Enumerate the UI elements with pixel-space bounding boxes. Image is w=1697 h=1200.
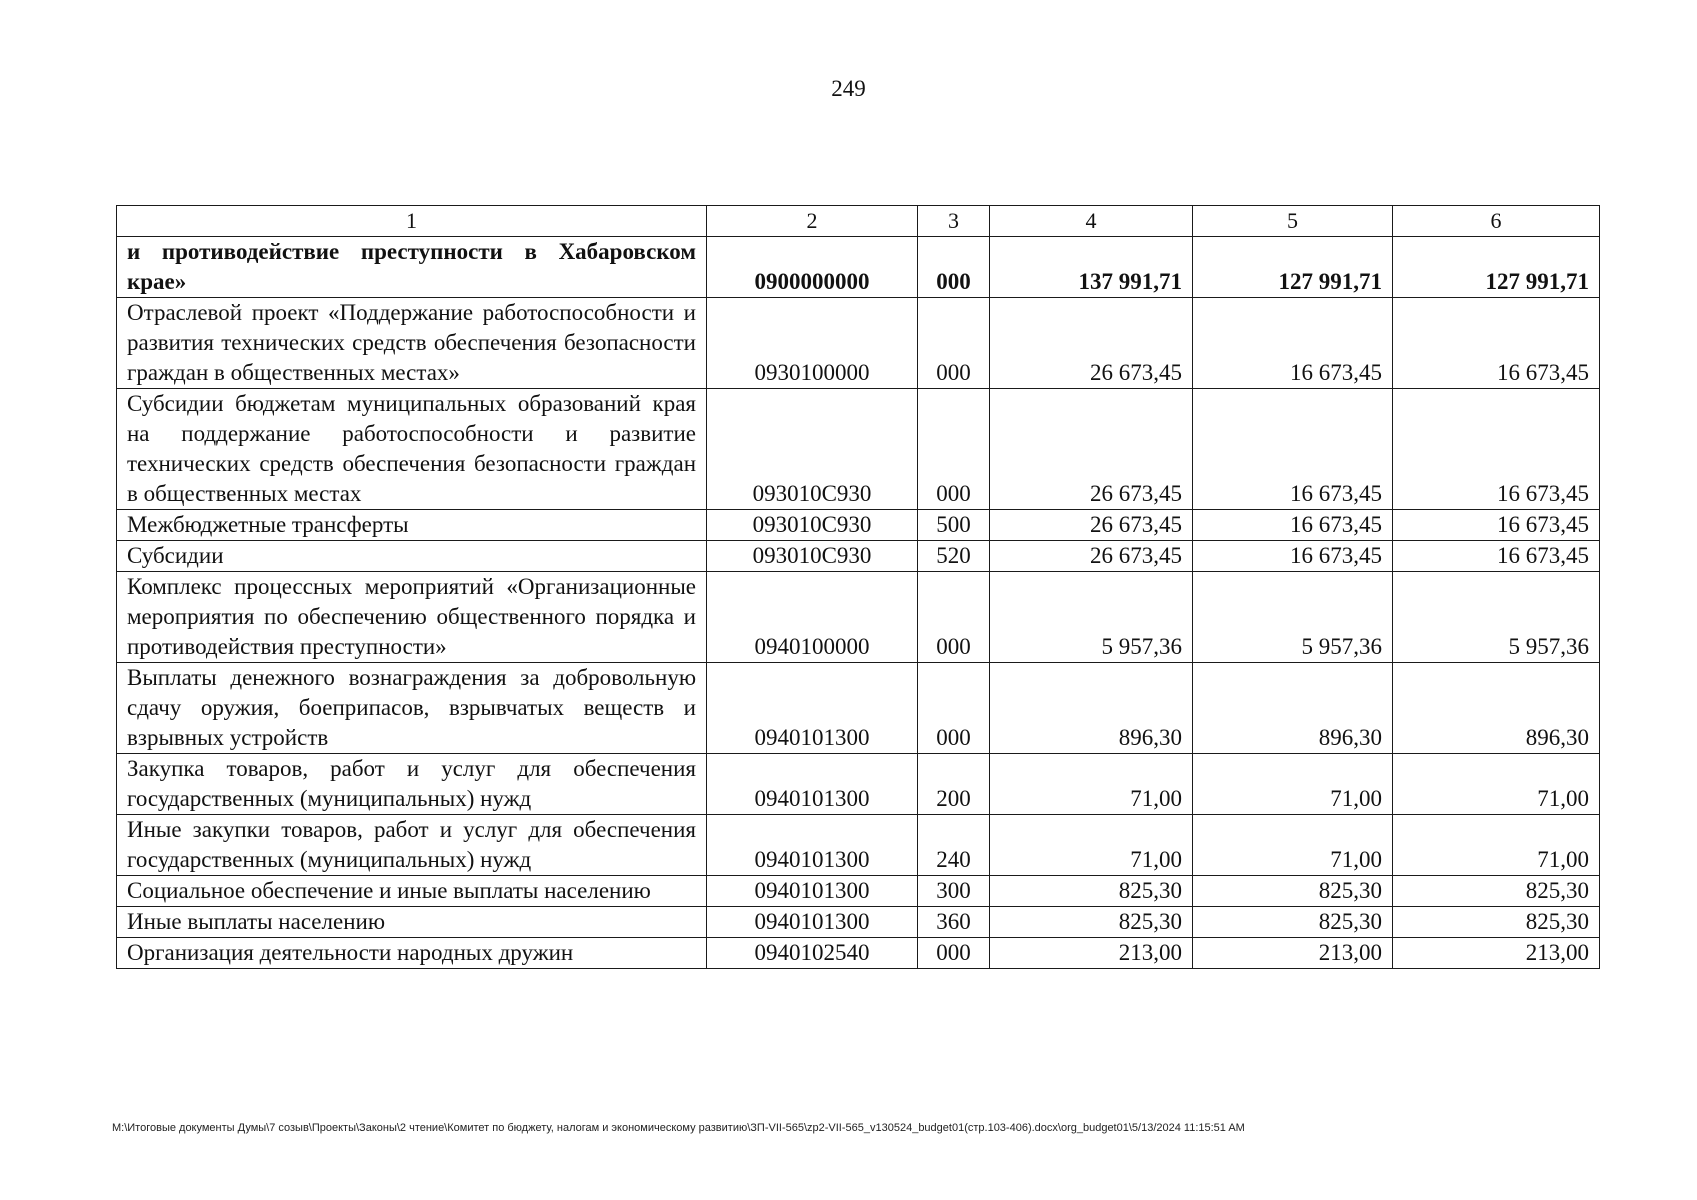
table-row [117,389,1600,510]
row-code: 0940101300 [707,663,918,754]
budget-table [116,205,1600,969]
row-value-5: 16 673,45 [1193,389,1393,510]
row-code: 0940101300 [707,754,918,815]
row-name: и противодействие преступности в Хабаровском крае» [117,237,707,298]
row-kvr: 000 [918,572,990,663]
table-row [117,541,1600,572]
row-value-4: 825,30 [990,876,1193,907]
row-name: Закупка товаров, работ и услуг для обеспечения государственных (муниципальных) нужд [117,754,707,815]
row-code: 0940101300 [707,815,918,876]
row-code: 0900000000 [707,237,918,298]
row-value-4: 71,00 [990,754,1193,815]
row-value-4: 26 673,45 [990,510,1193,541]
row-name: Отраслевой проект «Поддержание работоспособности и развития технических средств обеспечения безопасности граждан в общественных местах» [117,298,707,389]
row-value-4: 26 673,45 [990,541,1193,572]
table-row [117,938,1600,969]
table-row [117,876,1600,907]
row-value-6: 896,30 [1393,663,1600,754]
row-value-5: 127 991,71 [1193,237,1393,298]
table-row [117,907,1600,938]
row-kvr: 300 [918,876,990,907]
row-code: 0940101300 [707,907,918,938]
row-code: 0930100000 [707,298,918,389]
row-name: Выплаты денежного вознаграждения за добровольную сдачу оружия, боеприпасов, взрывчатых веществ и взрывных устройств [117,663,707,754]
row-value-5: 825,30 [1193,876,1393,907]
table-row [117,237,1600,298]
row-kvr: 000 [918,663,990,754]
row-value-5: 16 673,45 [1193,298,1393,389]
row-value-5: 16 673,45 [1193,541,1393,572]
row-value-6: 127 991,71 [1393,237,1600,298]
row-code: 093010С930 [707,389,918,510]
row-kvr: 520 [918,541,990,572]
table-row [117,298,1600,389]
row-kvr: 000 [918,938,990,969]
footer-file-path: M:\Итоговые документы Думы\7 созыв\Проекты\Законы\2 чтение\Комитет по бюджету, налогам и экономическому развитию\ЗП-VII-565\zp2-VII-565_v130524_budget01(стр.103-406).docx\org_budget01\5/13/2024 11:15:51 AM [112,1122,1245,1134]
row-value-4: 26 673,45 [990,389,1193,510]
row-value-5: 71,00 [1193,815,1393,876]
table-row [117,815,1600,876]
row-value-6: 16 673,45 [1393,389,1600,510]
row-name: Организация деятельности народных дружин [117,938,707,969]
row-value-6: 825,30 [1393,876,1600,907]
header-cell: 3 [918,206,990,237]
row-kvr: 240 [918,815,990,876]
row-name: Субсидии [117,541,707,572]
row-code: 093010С930 [707,510,918,541]
row-value-6: 825,30 [1393,907,1600,938]
row-kvr: 000 [918,389,990,510]
row-code: 0940100000 [707,572,918,663]
row-kvr: 200 [918,754,990,815]
row-value-4: 213,00 [990,938,1193,969]
row-name: Субсидии бюджетам муниципальных образований края на поддержание работоспособности и развитие технических средств обеспечения безопасности граждан в общественных местах [117,389,707,510]
row-value-6: 16 673,45 [1393,298,1600,389]
header-cell: 4 [990,206,1193,237]
row-value-5: 16 673,45 [1193,510,1393,541]
row-kvr: 360 [918,907,990,938]
row-value-6: 213,00 [1393,938,1600,969]
row-value-5: 71,00 [1193,754,1393,815]
row-kvr: 000 [918,298,990,389]
table-row [117,572,1600,663]
table-row [117,510,1600,541]
row-value-5: 213,00 [1193,938,1393,969]
row-value-4: 71,00 [990,815,1193,876]
row-value-4: 896,30 [990,663,1193,754]
row-value-4: 26 673,45 [990,298,1193,389]
row-kvr: 000 [918,237,990,298]
row-code: 093010С930 [707,541,918,572]
table-header-row [117,206,1600,237]
row-value-6: 16 673,45 [1393,541,1600,572]
header-cell: 2 [707,206,918,237]
row-name: Межбюджетные трансферты [117,510,707,541]
row-value-6: 16 673,45 [1393,510,1600,541]
page-number: 249 [831,76,866,101]
row-value-6: 71,00 [1393,815,1600,876]
row-value-6: 71,00 [1393,754,1600,815]
header-cell: 6 [1393,206,1600,237]
row-value-6: 5 957,36 [1393,572,1600,663]
row-value-4: 137 991,71 [990,237,1193,298]
row-value-5: 896,30 [1193,663,1393,754]
row-name: Иные выплаты населению [117,907,707,938]
table-row [117,754,1600,815]
row-value-4: 5 957,36 [990,572,1193,663]
row-value-5: 825,30 [1193,907,1393,938]
row-name: Иные закупки товаров, работ и услуг для обеспечения государственных (муниципальных) нужд [117,815,707,876]
header-cell: 5 [1193,206,1393,237]
row-value-4: 825,30 [990,907,1193,938]
row-name: Социальное обеспечение и иные выплаты населению [117,876,707,907]
row-kvr: 500 [918,510,990,541]
row-name: Комплекс процессных мероприятий «Организационные мероприятия по обеспечению общественного порядка и противодействия преступности» [117,572,707,663]
row-code: 0940101300 [707,876,918,907]
row-value-5: 5 957,36 [1193,572,1393,663]
table-row [117,663,1600,754]
header-cell: 1 [117,206,707,237]
row-code: 0940102540 [707,938,918,969]
